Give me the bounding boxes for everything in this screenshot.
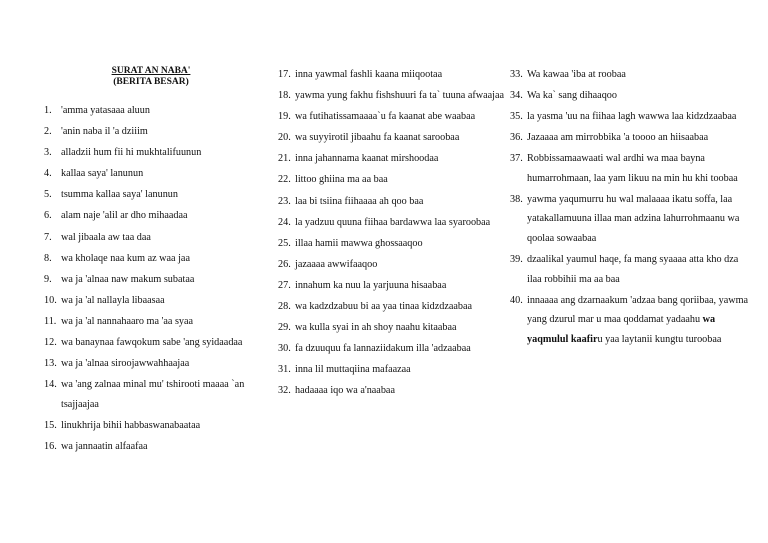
verse-item bbox=[278, 128, 508, 148]
verse-number: 10. bbox=[44, 294, 57, 306]
verse-number: 39. bbox=[510, 254, 523, 266]
verse-text: yawma yung fakhu fishshuuri fa ta` tuuna afwaajaa bbox=[295, 90, 505, 102]
verse-item bbox=[278, 255, 508, 275]
verse-text: wa jannaatin alfaafaa bbox=[61, 440, 148, 452]
verse-text: wa ja 'al nannahaaro ma 'aa syaa bbox=[61, 315, 194, 327]
verse-number: 29. bbox=[278, 322, 291, 334]
verse-text: kallaa saya' lanunun bbox=[61, 168, 144, 180]
verse-item bbox=[278, 318, 508, 338]
surah-title: SURAT AN NABA' bbox=[111, 66, 191, 76]
verse-number: 9. bbox=[44, 273, 52, 285]
verse-number: 40. bbox=[510, 294, 523, 306]
verse-item bbox=[278, 360, 508, 380]
verse-text: illaa hamii mawwa ghossaaqoo bbox=[295, 237, 423, 249]
verse-number: 22. bbox=[278, 174, 291, 186]
verse-text: wa suyyirotil jibaahu fa kaanat saroobaa bbox=[295, 132, 460, 144]
verse-column-1 bbox=[44, 101, 274, 458]
verse-item bbox=[278, 149, 508, 169]
verse-number: 24. bbox=[278, 216, 291, 228]
verse-item bbox=[278, 339, 508, 359]
verse-number: 31. bbox=[278, 364, 291, 376]
verse-item bbox=[44, 270, 274, 290]
verse-item bbox=[44, 333, 274, 353]
verse-number: 14. bbox=[44, 379, 57, 391]
verse-number: 35. bbox=[510, 111, 523, 123]
verse-text: jazaaaa awwifaaqoo bbox=[295, 258, 378, 270]
verse-item bbox=[278, 297, 508, 317]
verse-item bbox=[44, 312, 274, 332]
verse-number: 38. bbox=[510, 193, 523, 205]
verse-text: innahum ka nuu la yarjuuna hisaabaa bbox=[295, 279, 447, 291]
verse-item bbox=[510, 107, 755, 127]
verse-number: 5. bbox=[44, 189, 52, 201]
verse-number: 6. bbox=[44, 210, 52, 222]
verse-text: Jazaaaa am mirrobbika 'a toooo an hiisaabaa bbox=[527, 132, 709, 144]
verse-column-3 bbox=[510, 65, 755, 351]
verse-text: inna yawmal fashli kaana miiqootaa bbox=[295, 69, 443, 80]
verse-item bbox=[44, 143, 274, 163]
verse-item bbox=[44, 291, 274, 311]
verse-text: wa kholaqe naa kum az waa jaa bbox=[61, 252, 190, 264]
verse-number: 7. bbox=[44, 231, 52, 243]
verse-item bbox=[44, 228, 274, 248]
verse-item bbox=[278, 65, 508, 85]
verse-number: 30. bbox=[278, 343, 291, 355]
verse-text: laa bi tsiina fiihaaaa ah qoo baa bbox=[295, 195, 424, 207]
verse-number: 1. bbox=[44, 105, 52, 116]
verse-text: alladzii hum fii hi mukhtalifuunun bbox=[61, 147, 202, 159]
verse-text: alam naje 'alil ar dho mihaadaa bbox=[61, 210, 188, 222]
verse-item bbox=[510, 190, 755, 249]
verse-number: 32. bbox=[278, 385, 291, 397]
verse-item bbox=[44, 185, 274, 205]
verse-number: 23. bbox=[278, 195, 291, 207]
verse-text-part: u yaa laytanii kungtu turoobaa bbox=[597, 333, 722, 345]
verse-text: wa banaynaa fawqokum sabe 'ang syidaadaa bbox=[61, 337, 243, 349]
verse-item bbox=[44, 354, 274, 374]
verse-text: la yadzuu quuna fiihaa bardawwa laa syaroobaa bbox=[295, 216, 491, 228]
verse-text bbox=[527, 291, 755, 350]
verse-item bbox=[44, 375, 274, 414]
verse-text-bold: wa yaqmulul kaafir bbox=[527, 314, 716, 345]
verse-number: 18. bbox=[278, 90, 291, 102]
verse-text: tsumma kallaa saya' lanunun bbox=[61, 189, 178, 201]
verse-text: wa futihatissamaaaa`u fa kaanat abe waabaa bbox=[295, 111, 476, 123]
verse-text-part: innaaaa ang dzarnaakum 'adzaa bang qoriibaa, yawma yang dzurul mar u maa qoddamat yadaahu bbox=[527, 294, 749, 326]
title-block bbox=[40, 66, 262, 88]
verse-number: 34. bbox=[510, 90, 523, 102]
verse-text: wa ja 'alnaa naw makum subataa bbox=[61, 273, 195, 285]
verse-text: hadaaaa iqo wa a'naabaa bbox=[295, 385, 395, 397]
verse-number: 3. bbox=[44, 147, 52, 159]
verse-item bbox=[278, 107, 508, 127]
verse-text: linukhrija bihii habbaswanabaataa bbox=[61, 419, 201, 431]
verse-text: wa ja 'al nallayla libaasaa bbox=[61, 294, 165, 306]
verse-item bbox=[510, 149, 755, 188]
verse-item bbox=[278, 86, 508, 106]
verse-text: wa kadzdzabuu bi aa yaa tinaa kidzdzaabaa bbox=[295, 301, 473, 313]
verse-column-2 bbox=[278, 65, 508, 403]
verse-text: dzaalikal yaumul haqe, fa mang syaaaa atta kho dza ilaa robbihii ma aa baa bbox=[527, 254, 739, 285]
surah-subtitle: (BERITA BESAR) bbox=[113, 77, 189, 87]
verse-number: 16. bbox=[44, 440, 57, 452]
verse-number: 8. bbox=[44, 252, 52, 264]
verse-number: 13. bbox=[44, 358, 57, 370]
verse-number: 33. bbox=[510, 69, 523, 80]
verse-text: 'amma yatasaaa aluun bbox=[61, 105, 150, 116]
verse-item bbox=[278, 213, 508, 233]
verse-item bbox=[44, 249, 274, 269]
verse-number: 11. bbox=[44, 315, 57, 327]
verse-item bbox=[278, 192, 508, 212]
verse-number: 15. bbox=[44, 419, 57, 431]
verse-number: 36. bbox=[510, 132, 523, 144]
verse-item bbox=[278, 276, 508, 296]
verse-number: 28. bbox=[278, 301, 291, 313]
verse-text: Wa kawaa 'iba at roobaa bbox=[527, 69, 626, 80]
verse-item bbox=[278, 381, 508, 401]
verse-text: wa ja 'alnaa siroojawwahhaajaa bbox=[61, 358, 190, 370]
verse-text: wal jibaala aw taa daa bbox=[61, 231, 151, 243]
verse-item bbox=[278, 170, 508, 190]
verse-item bbox=[44, 101, 274, 121]
verse-text: Robbissamaawaati wal ardhi wa maa bayna humarrohmaan, laa yam likuu na min hu khi toobaa bbox=[527, 153, 738, 184]
verse-number: 19. bbox=[278, 111, 291, 123]
verse-item bbox=[44, 437, 274, 457]
verse-item bbox=[44, 416, 274, 436]
verse-item bbox=[510, 291, 755, 350]
verse-item bbox=[44, 164, 274, 184]
verse-text: fa dzuuquu fa lannaziidakum illa 'adzaabaa bbox=[295, 343, 471, 355]
verse-item bbox=[510, 250, 755, 289]
verse-text: la yasma 'uu na fiihaa lagh wawwa laa kidzdzaabaa bbox=[527, 111, 737, 123]
verse-text: littoo ghiina ma aa baa bbox=[295, 174, 388, 186]
verse-number: 12. bbox=[44, 337, 57, 349]
verse-text: Wa ka` sang dihaaqoo bbox=[527, 90, 617, 102]
verse-number: 26. bbox=[278, 258, 291, 270]
verse-text: inna jahannama kaanat mirshoodaa bbox=[295, 153, 439, 165]
verse-number: 4. bbox=[44, 168, 52, 180]
verse-number: 17. bbox=[278, 69, 291, 80]
verse-item bbox=[278, 234, 508, 254]
verse-text: yawma yaqumurru hu wal malaaaa ikatu soffa, laa yatakallamuuna illaa man adzina lahurrohmaanu wa qoolaa sowaabaa bbox=[527, 193, 740, 244]
verse-text: wa kulla syai in ah shoy naahu kitaabaa bbox=[295, 322, 457, 334]
verse-text: inna lil muttaqiina mafaazaa bbox=[295, 364, 411, 376]
verse-text: 'anin naba il 'a dziiim bbox=[61, 126, 148, 138]
verse-item bbox=[44, 122, 274, 142]
verse-item bbox=[510, 128, 755, 148]
verse-item bbox=[510, 65, 755, 85]
verse-text: wa 'ang zalnaa minal mu' tshirooti maaaa `an tsajjaajaa bbox=[61, 379, 245, 410]
verse-number: 20. bbox=[278, 132, 291, 144]
verse-number: 37. bbox=[510, 153, 523, 165]
verse-number: 2. bbox=[44, 126, 52, 138]
verse-item bbox=[510, 86, 755, 106]
verse-number: 25. bbox=[278, 237, 291, 249]
verse-number: 21. bbox=[278, 153, 291, 165]
verse-item bbox=[44, 206, 274, 226]
verse-number: 27. bbox=[278, 279, 291, 291]
